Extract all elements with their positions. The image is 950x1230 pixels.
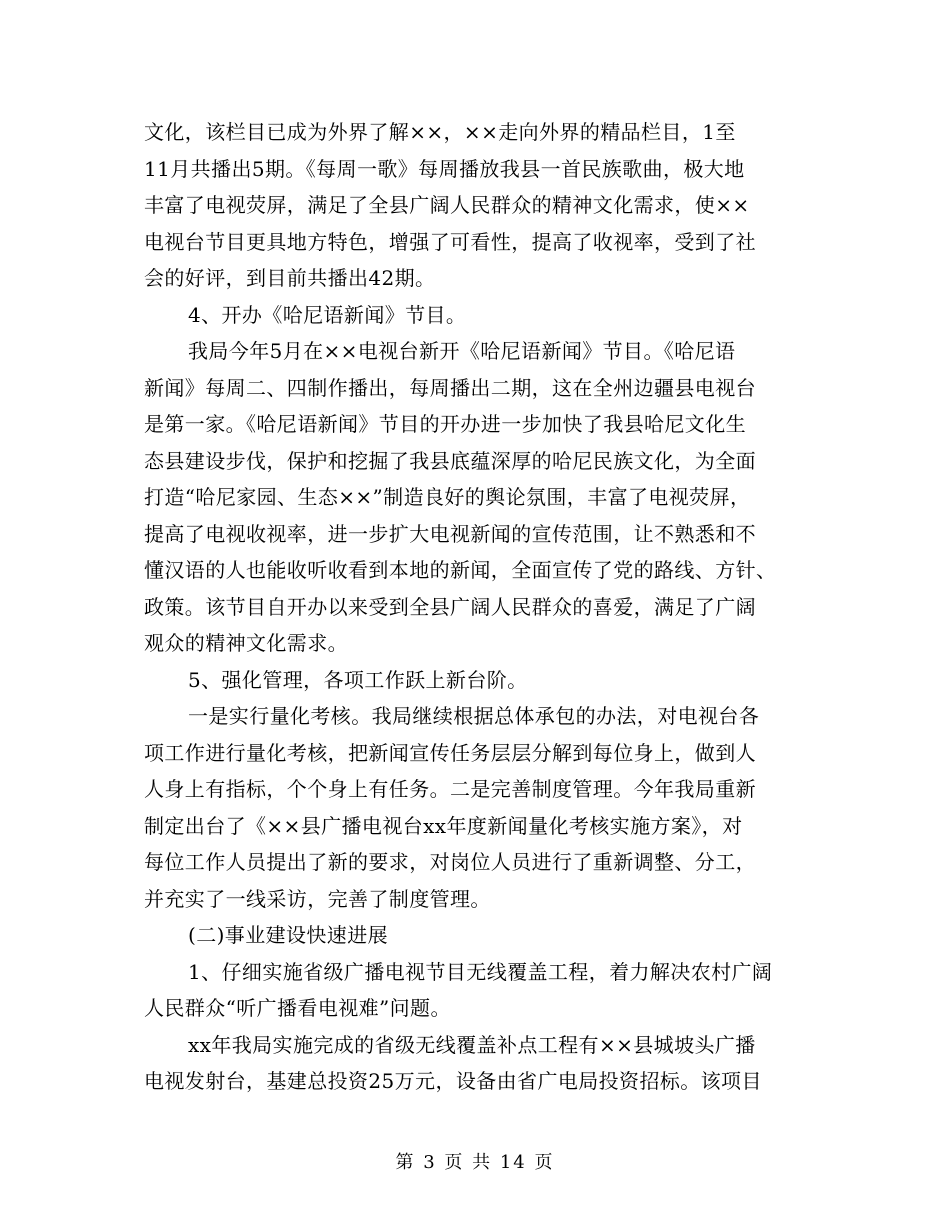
text-line: 我局今年5月在××电视台新开《哈尼语新闻》节目。《哈尼语 bbox=[188, 339, 736, 363]
text-line: 打造“哈尼家园、生态××”制造良好的舆论氛围，丰富了电视荧屏， bbox=[144, 485, 751, 509]
paragraph bbox=[144, 698, 812, 917]
text-line: 文化，该栏目已成为外界了解××，××走向外界的精品栏目，1至 bbox=[144, 120, 736, 144]
text-line: 观众的精神文化需求。 bbox=[144, 631, 348, 655]
text-line: 态县建设步伐，保护和挖掘了我县底蕴深厚的哈尼民族文化，为全面 bbox=[144, 448, 756, 473]
document-body bbox=[144, 114, 812, 1100]
text-line: 4、开办《哈尼语新闻》节目。 bbox=[188, 302, 467, 327]
text-line: 11月共播出5期。《每周一歌》每周播放我县一首民族歌曲，极大地 bbox=[144, 156, 745, 181]
text-line: 会的好评，到目前共播出42期。 bbox=[144, 266, 436, 290]
paragraph bbox=[144, 1027, 812, 1100]
text-line: 项工作进行量化考核，把新闻宣传任务层层分解到每位身上，做到人 bbox=[144, 740, 756, 765]
text-line: 每位工作人员提出了新的要求，对岗位人员进行了重新调整、分工， bbox=[144, 850, 756, 874]
paragraph bbox=[144, 297, 812, 334]
text-line: 是第一家。《哈尼语新闻》节目的开办进一步加快了我县哈尼文化生 bbox=[144, 412, 746, 436]
text-line: 丰富了电视荧屏，满足了全县广阔人民群众的精神文化需求，使×× bbox=[144, 193, 750, 217]
text-line: 人身上有指标，个个身上有任务。二是完善制度管理。今年我局重新 bbox=[144, 777, 756, 801]
text-line: 1、仔细实施省级广播电视节目无线覆盖工程，着力解决农村广阔 bbox=[188, 959, 773, 984]
text-line: 提高了电视收视率，进一步扩大电视新闻的宣传范围，让不熟悉和不 bbox=[144, 521, 756, 546]
text-line: 制定出台了《××县广播电视台xx年度新闻量化考核实施方案》，对 bbox=[144, 813, 743, 838]
text-line: 5、强化管理，各项工作跃上新台阶。 bbox=[188, 667, 528, 692]
text-line: 并充实了一线采访，完善了制度管理。 bbox=[144, 886, 491, 911]
page-number-footer: 第 3 页 共 14 页 bbox=[395, 1152, 555, 1173]
text-line: 人民群众“听广播看电视难”问题。 bbox=[144, 996, 451, 1020]
text-line: 一是实行量化考核。我局继续根据总体承包的办法，对电视台各 bbox=[188, 704, 760, 728]
paragraph bbox=[144, 917, 812, 954]
paragraph bbox=[144, 954, 812, 1027]
paragraph bbox=[144, 333, 812, 662]
text-line: 电视发射台，基建总投资25万元，设备由省广电局投资招标。该项目 bbox=[144, 1069, 762, 1093]
text-line: (二)事业建设快速进展 bbox=[188, 923, 389, 947]
text-line: 电视台节目更具地方特色，增强了可看性，提高了收视率，受到了社 bbox=[144, 229, 756, 254]
text-line: 新闻》每周二、四制作播出，每周播出二期，这在全州边疆县电视台 bbox=[144, 375, 756, 400]
text-line: xx年我局实施完成的省级无线覆盖补点工程有××县城坡头广播 bbox=[188, 1032, 756, 1057]
text-line: 懂汉语的人也能收听收看到本地的新闻，全面宣传了党的路线、方针、 bbox=[144, 558, 777, 582]
text-line: 政策。该节目自开办以来受到全县广阔人民群众的喜爱，满足了广阔 bbox=[144, 594, 756, 619]
paragraph bbox=[144, 662, 812, 699]
paragraph bbox=[144, 114, 812, 297]
